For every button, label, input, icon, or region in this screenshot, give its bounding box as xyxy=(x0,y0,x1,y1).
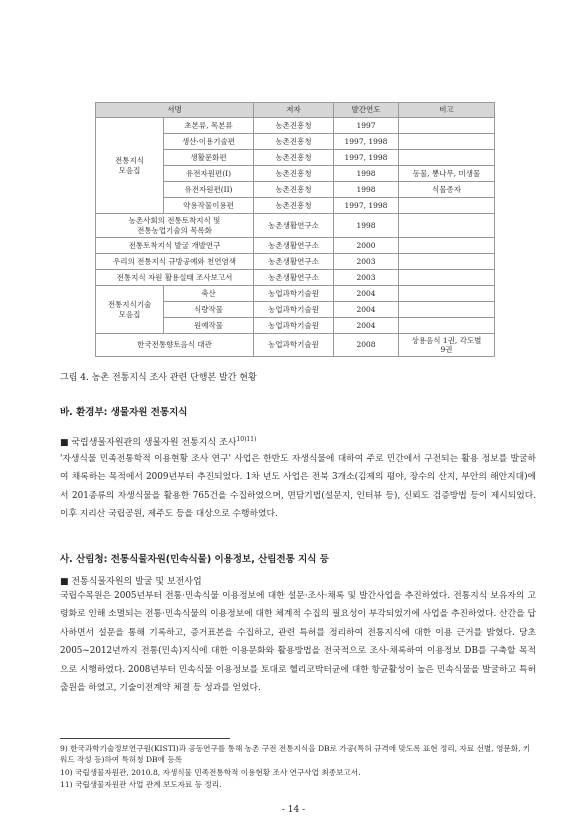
bullet-heading: ■ 전통식물자원의 발굴 및 보전사업 xyxy=(60,577,202,587)
note-cell xyxy=(399,238,495,254)
author-cell: 농업과학기술원 xyxy=(254,318,334,334)
title-cell: 한국전통향토음식 대관 xyxy=(96,334,254,357)
item-cell: 유전자원편(I) xyxy=(164,166,254,182)
year-cell: 2008 xyxy=(334,334,399,357)
item-cell: 초본류, 목본류 xyxy=(164,118,254,134)
year-cell: 1998 xyxy=(334,182,399,198)
note-cell xyxy=(399,198,495,214)
author-cell: 농업과학기술원 xyxy=(254,302,334,318)
footnote-divider xyxy=(60,738,230,739)
author-cell: 농촌진흥청 xyxy=(254,182,334,198)
note-cell xyxy=(399,302,495,318)
author-cell: 농촌진흥청 xyxy=(254,150,334,166)
year-cell: 2003 xyxy=(334,254,399,270)
year-cell: 2000 xyxy=(334,238,399,254)
author-cell: 농촌생활연구소 xyxy=(254,270,334,286)
note-cell xyxy=(399,318,495,334)
item-cell: 축산 xyxy=(164,286,254,302)
header-author: 저자 xyxy=(254,103,334,118)
item-cell: 유전자원편(II) xyxy=(164,182,254,198)
year-cell: 1998 xyxy=(334,166,399,182)
table-row xyxy=(96,214,495,238)
year-cell: 2004 xyxy=(334,286,399,302)
body-paragraph: '자생식물 민족전통학적 이용현황 조사 연구' 사업은 한반도 자생식물에 대하여 주로 민간에서 구전되는 활용 정보를 발굴하여 채록하는 목적에서 2009년부터 추진되었다. 1차 년도 사업은 전북 3개소(김제의 평야, 장수의 산지, 부안의 해안지대)에서 201종류의 자생식물을 활용한 765건을 수집하였으며, 면담기법(설문지, 인터뷰 등), 신뢰도 검증방법 등이 제시되었다. 이후 지리산 국립공원, 제주도 등을 대상으로 수행하였다. xyxy=(60,454,536,520)
title-cell: 농촌사회의 전통토착지식 및 전통농업기술의 목록화 xyxy=(96,214,254,238)
author-cell: 농촌진흥청 xyxy=(254,118,334,134)
author-cell: 농촌진흥청 xyxy=(254,198,334,214)
page-number: - 14 - xyxy=(281,805,306,815)
note-cell xyxy=(399,214,495,238)
group-label: 전통지식기술 모음집 xyxy=(96,286,164,334)
year-cell: 2004 xyxy=(334,318,399,334)
year-cell: 1997, 1998 xyxy=(334,134,399,150)
header-note: 비고 xyxy=(399,103,495,118)
item-cell: 생산·이용기술편 xyxy=(164,134,254,150)
note-cell xyxy=(399,134,495,150)
note-cell xyxy=(399,150,495,166)
table-row xyxy=(96,238,495,254)
note-cell xyxy=(399,270,495,286)
header-title: 서명 xyxy=(96,103,254,118)
year-cell: 1998 xyxy=(334,214,399,238)
year-cell: 2004 xyxy=(334,302,399,318)
publication-table xyxy=(95,102,495,357)
note-cell xyxy=(399,254,495,270)
table-row xyxy=(96,254,495,270)
table-row xyxy=(96,334,495,357)
author-cell: 농업과학기술원 xyxy=(254,286,334,302)
year-cell: 2003 xyxy=(334,270,399,286)
footnote: 11) 국립생물자원관 사업 관계 보도자료 등 정리. xyxy=(60,780,222,789)
bullet-heading xyxy=(60,435,256,448)
note-cell: 식물종자 xyxy=(399,182,495,198)
note-cell xyxy=(399,286,495,302)
year-cell: 1997, 1998 xyxy=(334,150,399,166)
bullet-text: ■ 국립생물자원관의 생물자원 전통지식 조사 xyxy=(60,438,237,448)
body-paragraph: 국립수목원은 2005년부터 전통·민속식물 이용정보에 대한 설문·조사·채록 및 발간사업을 추진하였다. 전통지식 보유자의 고령화로 인해 소멸되는 전통·민속식물의 이용정보에 대한 체계적 수집의 필요성이 부각되었기에 사업을 추진하였다. 산간을 답사하면서 설문을 통해 기록하고, 증거표본을 수집하고, 관련 특허를 정리하여 전통지식에 대한 이용 근거를 밝혔다. 당초 2005~2012년까지 전통(민속)지식에 대한 이용문화와 활용방법을 전국적으로 조사·채록하여 이용정보 DB를 구축할 목적으로 시행하였다. 2008년부터 민속식물 이용정보를 토대로 헬리코박터균에 대한 항균활성이 높은 민속식물을 발굴하고 특허출원을 하였고, 기술이전계약 체결 등 성과를 얻었다. xyxy=(60,591,536,694)
item-cell: 원예작물 xyxy=(164,318,254,334)
title-cell: 전통토착지식 발굴 개발연구 xyxy=(96,238,254,254)
title-cell: 전통지식 자원 활용실태 조사보고서 xyxy=(96,270,254,286)
year-cell: 1997 xyxy=(334,118,399,134)
item-cell: 약용작물이용편 xyxy=(164,198,254,214)
figure-caption: 그림 4. 농촌 전통지식 조사 관련 단행본 발간 현황 xyxy=(60,373,257,383)
author-cell: 농촌진흥청 xyxy=(254,134,334,150)
table-header-row xyxy=(96,103,495,118)
author-cell: 농촌생활연구소 xyxy=(254,214,334,238)
author-cell: 농촌생활연구소 xyxy=(254,254,334,270)
year-cell: 1997, 1998 xyxy=(334,198,399,214)
table-row xyxy=(96,286,495,302)
title-cell: 우리의 전통지식 규방공예와 천연염색 xyxy=(96,254,254,270)
section-heading-environment: 바. 환경부: 생물자원 전통지식 xyxy=(60,407,188,418)
author-cell: 농촌진흥청 xyxy=(254,166,334,182)
table-row xyxy=(96,118,495,134)
author-cell: 농업과학기술원 xyxy=(254,334,334,357)
item-cell: 생활문화편 xyxy=(164,150,254,166)
table-row xyxy=(96,270,495,286)
item-cell: 식량작물 xyxy=(164,302,254,318)
author-cell: 농촌생활연구소 xyxy=(254,238,334,254)
group-label: 전통지식 모음집 xyxy=(96,118,164,214)
note-cell: 상용음식 1권, 각도별 9권 xyxy=(399,334,495,357)
header-year: 발간연도 xyxy=(334,103,399,118)
footnote-ref: 10)11) xyxy=(236,436,257,443)
note-cell: 동물, 뽕나무, 미생물 xyxy=(399,166,495,182)
footnote: 9) 한국과학기술정보연구원(KISTI)과 공동연구를 통해 농촌 구전 전통지식을 DB로 가공(특허 규격에 맞도록 표현 정리, 자료 선별, 영문화, 키워드 작성 등)하여 특허청 DB에 등록 xyxy=(60,744,531,764)
footnote: 10) 국립생물자원관, 2010.8, 자생식물 민족전통학적 이용현황 조사 연구사업 최종보고서. xyxy=(60,768,361,777)
section-heading-forest-service: 사. 산림청: 전통식물자원(민속식물) 이용정보, 산림전통 지식 등 xyxy=(60,554,329,565)
note-cell xyxy=(399,118,495,134)
